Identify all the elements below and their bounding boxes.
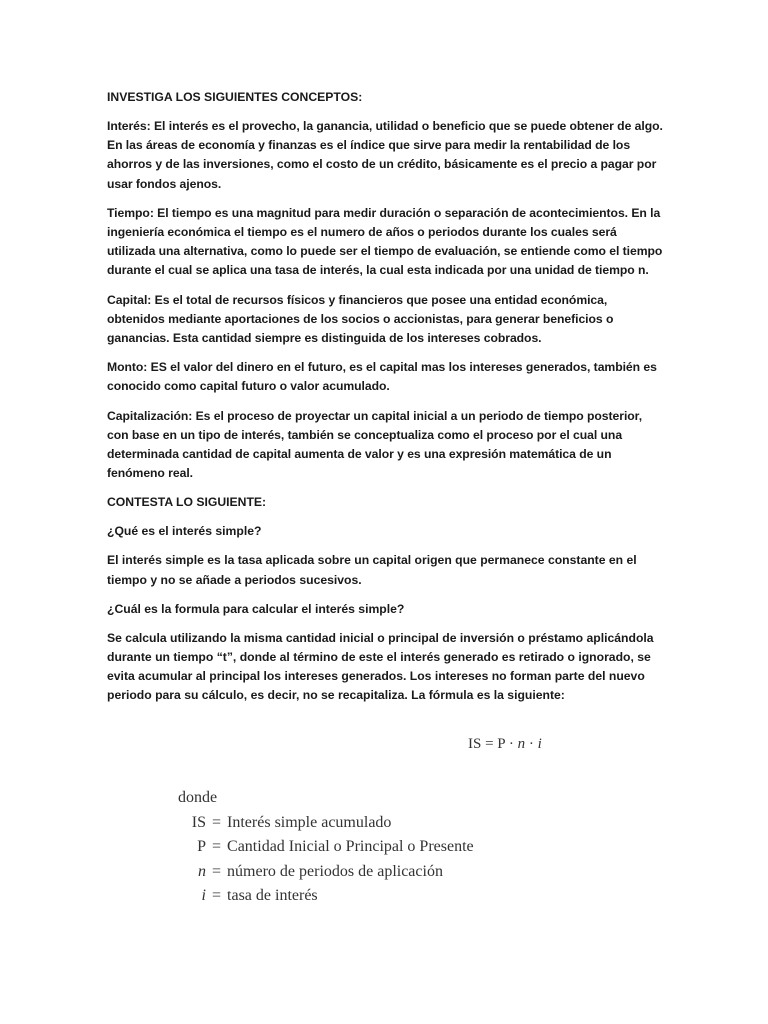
formula-dot: · [525, 736, 538, 752]
legend-description: número de periodos de aplicación [227, 862, 443, 880]
simple-interest-formula [468, 736, 542, 753]
concept-term: Tiempo: [107, 205, 154, 220]
legend-row [178, 884, 474, 909]
legend-equals: = [212, 862, 222, 880]
concept-term: Capitalización: [107, 408, 193, 423]
concept-capital [107, 291, 665, 349]
answer-2: Se calcula utilizando la misma cantidad inicial o principal de inversión o préstamo aplicándola durante un tiempo “t”, donde al término de este el interés generado es retirado o ignorado, se evita acumular al principal los intereses generados. Los intereses no forman parte del nuevo periodo para su cálculo, es decir, no se recapitaliza. La fórmula es la siguiente: [107, 630, 654, 703]
legend-row [178, 860, 474, 885]
concept-monto [107, 358, 665, 396]
legend-equals: = [212, 887, 222, 904]
legend-equals: = [212, 838, 222, 855]
legend-symbol: IS [191, 813, 206, 831]
legend-description: Cantidad Inicial o Principal o Presente [227, 838, 474, 855]
concept-text: El tiempo es una magnitud para medir duración o separación de acontecimientos. En la ingeniería económica el tiempo es el numero de años o periodos durante los cuales será utilizada una alternativa, como lo puede ser el tiempo de evaluación, se entiende como el tiempo durante el cual se aplica una tasa de interés, la cual esta indicada por una unidad de tiempo n. [107, 205, 663, 278]
concept-text: ES el valor del dinero en el futuro, es el capital mas los intereses generados, también es conocido como capital futuro o valor acumulado. [107, 360, 657, 394]
question-2: ¿Cuál es la formula para calcular el interés simple? [107, 601, 405, 616]
answer-1: El interés simple es la tasa aplicada sobre un capital origen que permanece constante en el tiempo y no se añade a periodos sucesivos. [107, 553, 637, 587]
legend-description: tasa de interés [227, 887, 318, 904]
formula-n: n [517, 736, 526, 752]
legend-symbol: P [197, 838, 206, 855]
question-1: ¿Qué es el interés simple? [107, 524, 262, 539]
document-body [107, 88, 665, 716]
section-heading-questions: CONTESTA LO SIGUIENTE: [107, 495, 267, 510]
section-heading-concepts: INVESTIGA LOS SIGUIENTES CONCEPTOS: [107, 90, 363, 104]
formula-lhs: IS = P · [468, 736, 518, 752]
legend-symbol: i [201, 887, 206, 904]
legend-row [178, 811, 474, 836]
formula-i: i [537, 736, 542, 752]
concept-term: Interés: [107, 119, 151, 133]
legend-description: Interés simple acumulado [227, 813, 392, 831]
legend-symbol: n [198, 862, 206, 880]
legend-equals: = [212, 813, 222, 831]
concept-tiempo [107, 204, 665, 281]
concept-term: Capital: [107, 292, 152, 307]
concept-interes [107, 117, 665, 194]
legend-title: donde [178, 789, 218, 806]
concept-text: Es el proceso de proyectar un capital inicial a un periodo de tiempo posterior, con base en un tipo de interés, también se conceptualiza como el proceso por el cual una determinada cantidad de capital aumenta de valor y es una expresión matemática de un fenómeno real. [107, 408, 643, 481]
concept-capitalizacion [107, 407, 665, 484]
concept-term: Monto: [107, 360, 148, 375]
concept-text: El interés es el provecho, la ganancia, utilidad o beneficio que se puede obtener de algo. En las áreas de economía y finanzas es el índice que sirve para medir la rentabilidad de los ahorros y de las inversiones, como el costo de un crédito, básicamente es el precio a pagar por usar fondos ajenos. [107, 119, 663, 191]
legend-row [178, 835, 474, 860]
concept-text: Es el total de recursos físicos y financieros que posee una entidad económica, obtenidos mediante aportaciones de los socios o accionistas, para generar beneficios o ganancias. Esta cantidad siempre es distinguida de los intereses cobrados. [107, 292, 614, 346]
formula-legend [178, 786, 474, 909]
